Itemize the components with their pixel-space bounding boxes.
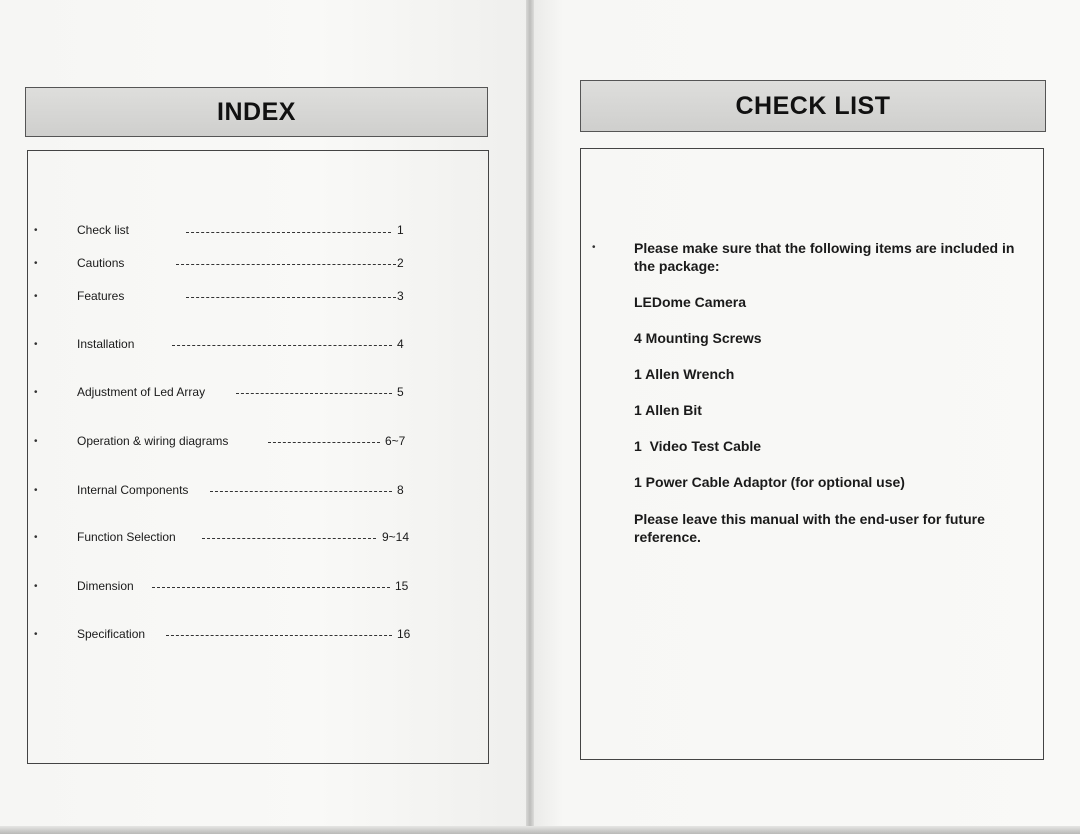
leader-dots [186,297,396,298]
leader-dots [202,538,376,539]
checklist-item: 1 Allen Wrench [634,366,735,382]
index-item-label: Adjustment of Led Array [77,385,206,399]
bullet: • [34,339,38,350]
index-item-page: 16 [397,627,411,641]
index-item-label: Installation [77,337,135,351]
checklist-item: LEDome Camera [634,294,747,310]
index-item-page: 4 [397,337,404,351]
index-item-page: 9~14 [382,530,410,544]
index-title-box [25,87,488,137]
index-item-page: 5 [397,385,404,399]
index-item-label: Specification [77,627,146,641]
index-item-page: 15 [395,579,409,593]
bullet: • [34,225,38,236]
leader-dots [152,587,390,588]
leader-dots [172,345,392,346]
checklist-title-box [580,80,1046,132]
checklist-item: 4 Mounting Screws [634,330,762,346]
bullet: • [34,387,38,398]
leader-dots [186,232,391,233]
index-item-page: 8 [397,483,404,497]
bullet: • [592,242,596,253]
index-item-label: Internal Components [77,483,189,497]
index-item-page: 1 [397,223,404,237]
index-item-page: 6~7 [385,434,406,448]
book-spine [526,0,534,834]
checklist-item: 1 Power Cable Adaptor (for optional use) [634,474,905,490]
bullet: • [34,532,38,543]
index-content-box [27,150,489,764]
leader-dots [210,491,392,492]
index-item-label: Cautions [77,256,125,270]
checklist-item: 1 Video Test Cable [634,438,762,454]
index-item-label: Operation & wiring diagrams [77,434,229,448]
index-item-page: 3 [397,289,404,303]
checklist-closing: Please leave this manual with the end-user for future reference. [634,511,985,545]
checklist-title: CHECK LIST [735,91,891,120]
bullet: • [34,291,38,302]
bullet: • [34,258,38,269]
bullet: • [34,629,38,640]
page-bottom-edge [0,826,1080,834]
leader-dots [236,393,392,394]
bullet: • [34,485,38,496]
index-item-label: Check list [77,223,130,237]
right-page [530,0,1080,834]
bullet: • [34,436,38,447]
leader-dots [166,635,392,636]
bullet: • [34,581,38,592]
index-item-label: Features [77,289,125,303]
index-item-page: 2 [397,256,404,270]
checklist-item: 1 Allen Bit [634,402,702,418]
leader-dots [176,264,396,265]
leader-dots [268,442,380,443]
left-page [0,0,530,834]
index-item-label: Dimension [77,579,134,593]
index-title: INDEX [217,97,296,126]
checklist-intro: Please make sure that the following items are included in the package: [634,240,1015,274]
index-item-label: Function Selection [77,530,176,544]
